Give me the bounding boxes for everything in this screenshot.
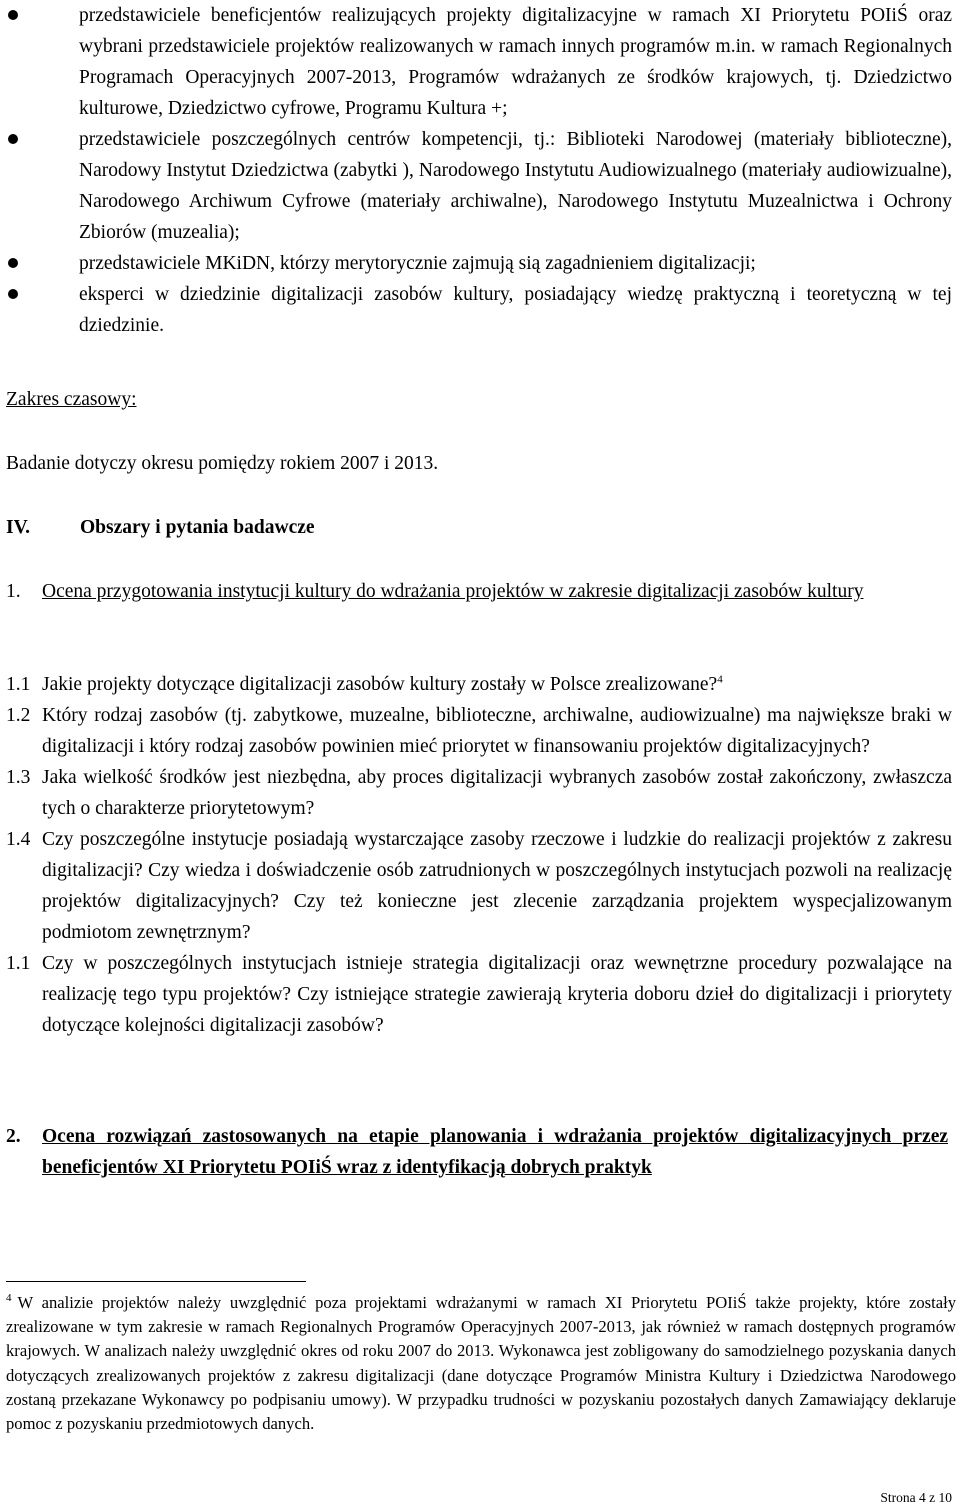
time-scope-text: Badanie dotyczy okresu pomiędzy rokiem 2007 i 2013. xyxy=(6,453,439,474)
question-text: Który rodzaj zasobów (tj. zabytkowe, muzealne, biblioteczne, archiwalne, audiowizualne) ma największe braki w digitalizacji i który rodzaj zasobów powinien mieć priorytet w finansowaniu projektów digitalizacyjnych? xyxy=(42,705,952,757)
section-title: Obszary i pytania badawcze xyxy=(80,517,315,538)
bullet-text: przedstawiciele poszczególnych centrów kompetencji, tj.: Biblioteki Narodowej (materiały biblioteczne), Narodowy Instytut Dziedzictwa (zabytki ), Narodowego Instytutu Audiowizualnego (materiały audiowizualne), Narodowego Archiwum Cyfrowe (materiały archiwalne), Narodowego Instytutu Muzealnictwa i Ochrony Zbiorów (muzealia); xyxy=(79,129,952,243)
question-number: 1.4 xyxy=(6,829,31,850)
footnote-divider xyxy=(6,1281,306,1282)
list-item xyxy=(0,248,960,279)
bullet-text: przedstawiciele beneficjentów realizujących projekty digitalizacyjne w ramach XI Priorytetu POIiŚ oraz wybrani przedstawiciele projektów realizowanych w ramach innych programów m.in. w ramach Regionalnych Programach Operacyjnych 2007-2013, Programów wdrażanych ze środków krajowych, tj. Dziedzictwo kulturowe, Dziedzictwo cyfrowe, Programu Kultura +; xyxy=(79,5,952,119)
participants-list xyxy=(0,0,960,341)
bullet-icon xyxy=(8,134,18,144)
question-number: 1.1 xyxy=(6,674,31,695)
question-text: Czy poszczególne instytucje posiadają wystarczające zasoby rzeczowe i ludzkie do realizacji projektów z zakresu digitalizacji? Czy wiedza i doświadczenie osób zatrudnionych w poszczególnych instytucjach pozwoli na realizację projektów digitalizacyjnych? Czy też konieczne jest zlecenie zarządzania projektem wyspecjalizowanym podmiotom zewnętrznym? xyxy=(42,829,952,943)
list-item xyxy=(0,279,960,341)
questions-list xyxy=(0,669,960,1041)
section-number: IV. xyxy=(6,517,31,538)
question-number: 1.1 xyxy=(6,953,31,974)
question-text: Jaka wielkość środków jest niezbędna, aby proces digitalizacji wybranych zasobów został zakończony, zwłaszcza tych o charakterze priorytetowym? xyxy=(42,767,952,819)
question-item xyxy=(0,948,960,1041)
footnote xyxy=(6,1291,956,1436)
question-item xyxy=(0,669,960,700)
footnote-mark: 4 xyxy=(6,1292,12,1305)
topic-1-title: Ocena przygotowania instytucji kultury do wdrażania projektów w zakresie digitalizacji zasobów kultury xyxy=(42,581,864,602)
topic-1-number: 1. xyxy=(6,581,21,602)
page-number: Strona 4 z 10 xyxy=(880,1490,952,1505)
footnote-ref: 4 xyxy=(717,673,723,686)
topic-2-title: Ocena rozwiązań zastosowanych na etapie planowania i wdrażania projektów digitalizacyjnych przez beneficjentów XI Priorytetu POIiŚ wraz z identyfikacją dobrych praktyk xyxy=(42,1126,948,1178)
list-item xyxy=(0,0,960,124)
question-text: Jakie projekty dotyczące digitalizacji zasobów kultury zostały w Polsce zrealizowane? xyxy=(42,674,718,695)
bullet-icon xyxy=(8,10,18,20)
list-item xyxy=(0,124,960,248)
question-number: 1.3 xyxy=(6,767,31,788)
question-number: 1.2 xyxy=(6,705,31,726)
bullet-icon xyxy=(8,258,18,268)
question-item xyxy=(0,762,960,824)
question-item xyxy=(0,700,960,762)
footnote-text: W analizie projektów należy uwzględnić poza projektami wdrażanymi w ramach XI Priorytetu POIiŚ także projekty, które zostały zrealizowane w tym zakresie w ramach Regionalnych Programów Operacyjnych 2007-2013, jak również w ramach dostępnych programów krajowych. W analizach należy uwzględnić okres od roku 2007 do 2013. Wykonawca jest zobligowany do samodzielnego pozyskania danych dotyczących zrealizowanych projektów z zakresu digitalizacji (dane dotyczące Programów Ministra Kultury i Dziedzictwa Narodowego zostaną przekazane Wykonawcy po podpisaniu umowy). W przypadku trudności w pozyskaniu pozostałych danych Zamawiający deklaruje pomoc z pozyskaniu przedmiotowych danych. xyxy=(6,1293,956,1434)
bullet-text: przedstawiciele MKiDN, którzy merytorycznie zajmują sią zagadnieniem digitalizacji; xyxy=(79,253,756,274)
question-item xyxy=(0,824,960,948)
bullet-icon xyxy=(8,289,18,299)
question-text: Czy w poszczególnych instytucjach istnieje strategia digitalizacji oraz wewnętrzne procedury pozwalające na realizację tego typu projektów? Czy istniejące strategie zawierają kryteria doboru dzieł do digitalizacji i priorytety dotyczące kolejności digitalizacji zasobów? xyxy=(42,953,952,1036)
bullet-text: eksperci w dziedzinie digitalizacji zasobów kultury, posiadający wiedzę praktyczną i teoretyczną w tej dziedzinie. xyxy=(79,284,952,336)
time-scope-heading: Zakres czasowy: xyxy=(6,389,137,410)
topic-2-number: 2. xyxy=(6,1126,21,1147)
